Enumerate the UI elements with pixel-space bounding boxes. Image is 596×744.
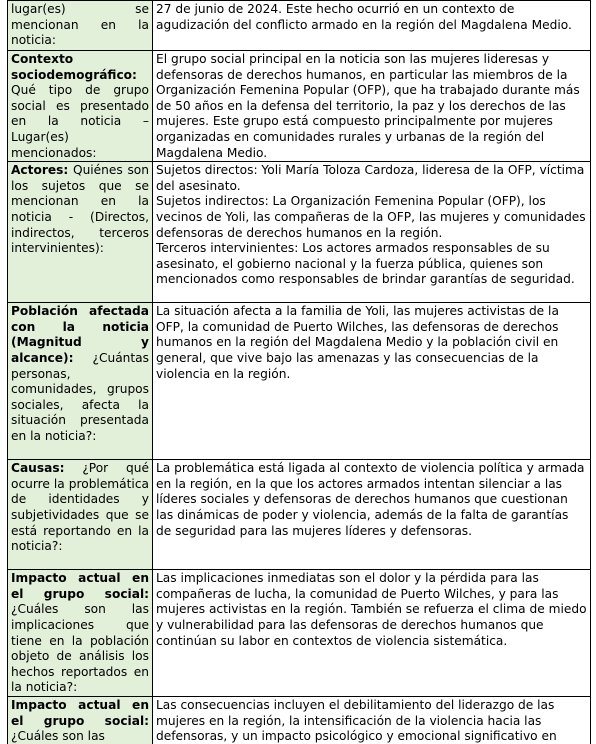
row-value [153,1,591,51]
document-page [7,0,591,744]
value-paragraph: Sujetos indirectos: La Organización Femenina Popular (OFP), los vecinos de Yoli, las compañeras de la OFP, las mujeres y comunidades defensoras de derechos humanos en la región. [156,194,586,240]
table-row [8,460,591,570]
row-label-text: ¿Por qué ocurre la problemática de identidades y subjetividades que se está reportando en la noticia?: [11,461,149,554]
table-row [8,570,591,697]
row-label-bold: Impacto actual en el grupo social: [11,697,149,728]
table-row [8,162,591,303]
row-label-text: Quiénes son los sujetos que se mencionan en la noticia - (Directos, indirectos, terceros intervinientes): [11,163,149,256]
table-row [8,303,591,460]
row-label-bold: Causas: [11,461,65,476]
row-label [8,696,153,744]
row-label-bold: Contexto sociodemográfico: [11,52,137,82]
row-label-text: Qué tipo de grupo social es presentado en la noticia – Lugar(es) mencionados: [11,83,149,160]
row-label-bold: Impacto actual en el grupo social: [11,571,149,601]
row-label-text: ¿Cuántas personas, comunidades, grupos sociales, afecta la situación presentada en la noticia?: [11,350,149,443]
row-label [8,1,153,51]
row-label [8,162,153,303]
row-label-text: ¿Cuáles son las implicaciones que tiene en la población objeto de análisis los hechos reportados en la noticia?: [11,602,149,695]
value-paragraph: Las implicaciones inmediatas son el dolor y la pérdida para las compañeras de lucha, la comunidad de Puerto Wilches, y para las mujeres activistas en la región. También se refuerza el clima de miedo y vulnerabilidad para las defensoras de derechos humanos que continúan su labor en contextos de violencia sistemática. [156,571,587,648]
row-label [8,460,153,570]
news-analysis-table [7,0,591,744]
row-value [153,162,591,303]
row-value [153,570,591,697]
table-row [8,696,591,744]
row-label-bold: Actores: [11,163,69,178]
row-value [153,696,591,744]
row-label [8,303,153,460]
row-value [153,460,591,570]
row-label-bold: Población afectada con la noticia (Magnitud y alcance): [11,304,149,365]
value-paragraph: Las consecuencias incluyen el debilitamiento del liderazgo de las mujeres en la región, la intensificación de la violencia hacia las defensoras, y un impacto psicológico y emocional significativo en [156,697,557,744]
row-value [153,303,591,460]
row-label-text: lugar(es) se mencionan en la noticia: [11,2,149,48]
row-label [8,51,153,162]
value-paragraph: El grupo social principal en la noticia son las mujeres lideresas y defensoras de derechos humanos, en particular las miembros de la Organización Femenina Popular (OFP), que ha trabajado durante más de 50 años en la defensa del territorio, la paz y los derechos de las mujeres. Este grupo está compuesto principalmente por mujeres organizadas en comunidades rurales y urbanas de la región del Magdalena Medio. [156,52,580,160]
row-value [153,51,591,162]
value-paragraph: Terceros intervinientes: Los actores armados responsables de su asesinato, el gobierno nacional y la fuerza pública, quienes son mencionados como responsables de brindar garantías de seguridad. [156,241,575,287]
value-paragraph: La problemática está ligada al contexto de violencia política y armada en la región, en la que los actores armados intentan silenciar a las líderes sociales y defensoras de derechos humanos que cuestionan las dinámicas de poder y violencia, además de la falta de garantías de seguridad para las mujeres líderes y defensoras. [156,461,585,538]
row-label-text: ¿Cuáles son las [11,729,105,744]
table-row [8,1,591,51]
value-paragraph: 27 de junio de 2024. Este hecho ocurrió en un contexto de agudización del conflicto armado en la región del Magdalena Medio. [156,2,572,32]
table-row [8,51,591,162]
row-label [8,570,153,697]
value-paragraph: Sujetos directos: Yoli María Toloza Cardoza, lideresa de la OFP, víctima del asesinato. [156,163,585,193]
value-paragraph: La situación afecta a la familia de Yoli, las mujeres activistas de la OFP, la comunidad de Puerto Wilches, las defensoras de derechos humanos en la región del Magdalena Medio y la población civil en general, que vive bajo las amenazas y las consecuencias de la violencia en la región. [156,304,559,381]
